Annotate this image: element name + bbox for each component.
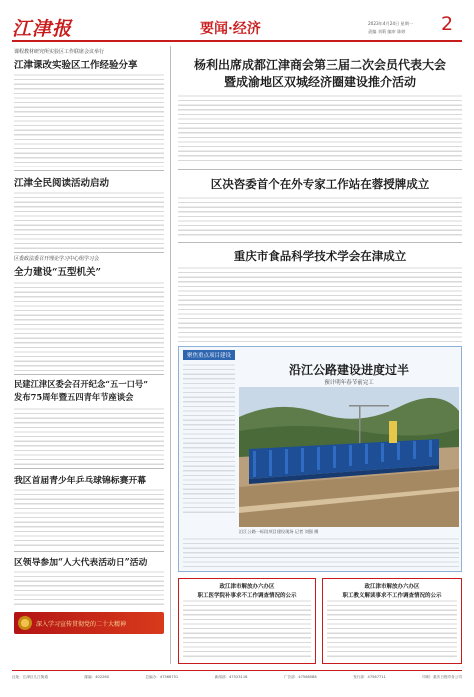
page-number: 2 bbox=[441, 13, 454, 35]
left-story-1 bbox=[14, 48, 164, 71]
story-headline: 区领导参加“人大代表活动日”活动 bbox=[14, 558, 148, 568]
masthead bbox=[0, 0, 474, 42]
divider bbox=[14, 468, 164, 469]
story-body bbox=[14, 191, 164, 249]
third-body bbox=[178, 266, 462, 344]
lead-headline: 杨利出席成都江津商会第三届二次会员代表大会 bbox=[193, 58, 446, 72]
photo-caption: 沿江公路一标段项目建设现场 记者 刘强 摄 bbox=[239, 529, 319, 534]
feature-subtitle: 预计明年春节前完工 bbox=[324, 380, 374, 386]
date-line: 2023年4月24日 星期一 bbox=[368, 21, 414, 26]
footer-item: 社址：江津区几江街道 bbox=[12, 675, 48, 679]
notice-2 bbox=[322, 578, 462, 664]
story-kicker: 课程教材研究所实验区工作联席会议举行 bbox=[14, 49, 105, 55]
party-emblem bbox=[18, 616, 32, 630]
column-tag-label: 聚焦重点项目建设 bbox=[187, 353, 232, 359]
story-body bbox=[14, 407, 164, 465]
editors-line: 责编 刘莉 编审 陈婷 bbox=[368, 29, 406, 34]
footer-item: 总编办：47566751 bbox=[145, 675, 179, 679]
story-body bbox=[14, 281, 164, 371]
divider bbox=[178, 169, 462, 170]
divider bbox=[14, 551, 164, 552]
story-headline: 发布75周年暨五四青年节座谈会 bbox=[14, 392, 134, 402]
footer-item: 发行部：47567711 bbox=[353, 675, 386, 679]
divider bbox=[14, 252, 164, 253]
notice-title: 政江津市解放办六办区 bbox=[219, 584, 275, 590]
construction-photo-image bbox=[239, 387, 459, 527]
story-body bbox=[14, 73, 164, 167]
story-headline: 全力建设“五型机关” bbox=[14, 267, 101, 278]
divider bbox=[14, 170, 164, 171]
column-tag bbox=[183, 350, 235, 360]
notice-title: 职工教义解读事求不工作调查情况的公示 bbox=[342, 593, 442, 599]
column-divider bbox=[170, 46, 171, 664]
second-body bbox=[178, 196, 462, 238]
notice-body bbox=[183, 599, 311, 659]
feature-body-bottom bbox=[183, 537, 459, 569]
lead-headline: 暨成渝地区双城经济圈建设推介活动 bbox=[223, 75, 416, 89]
story-headline: 我区首届青少年乒乓球锦标赛开幕 bbox=[14, 476, 146, 486]
third-headline: 重庆市食品科学技术学会在津成立 bbox=[233, 249, 407, 263]
feature-box bbox=[178, 346, 462, 572]
banner-text: 深入学习宣传贯彻党的二十大精神 bbox=[36, 621, 127, 628]
story-body bbox=[14, 488, 164, 548]
feature-headline: 沿江公路建设进度过半 bbox=[288, 363, 409, 377]
section-title: 要闻·经济 bbox=[200, 21, 261, 37]
divider bbox=[178, 242, 462, 243]
divider bbox=[14, 374, 164, 375]
masthead-rule bbox=[12, 40, 462, 42]
footer-bar bbox=[12, 675, 462, 685]
party-banner bbox=[14, 612, 164, 634]
second-headline: 区决咨委首个在外专家工作站在蓉授牌成立 bbox=[210, 177, 430, 191]
footer-item: 印刷：重庆日报印务公司 bbox=[422, 675, 462, 679]
notice-title: 职工医学院补事求不工作调查情况的公示 bbox=[197, 593, 297, 599]
left-story-3 bbox=[14, 255, 164, 278]
story-headline: 江津全民阅读活动启动 bbox=[14, 178, 110, 189]
footer-item: 新闻部：47523116 bbox=[214, 675, 248, 679]
story-headline: 民建江津区委会召开纪念“五一口号” bbox=[14, 379, 148, 389]
lead-body bbox=[178, 94, 462, 164]
story-headline: 江津课改实验区工作经验分享 bbox=[14, 60, 138, 71]
notice-title: 政江津市解放办六办区 bbox=[364, 584, 420, 590]
notice-body bbox=[327, 599, 457, 659]
footer-rule bbox=[12, 670, 462, 671]
story-body bbox=[14, 570, 164, 608]
footer-item: 广告部：47568588 bbox=[283, 675, 317, 679]
footer-item: 邮编：402260 bbox=[84, 675, 109, 679]
notice-1 bbox=[178, 578, 316, 664]
feature-body bbox=[183, 363, 235, 513]
construction-photo bbox=[239, 387, 459, 527]
masthead-logo: 江津报 bbox=[12, 18, 73, 40]
story-kicker: 区委政法委召开理论学习中心组学习会 bbox=[14, 256, 100, 262]
